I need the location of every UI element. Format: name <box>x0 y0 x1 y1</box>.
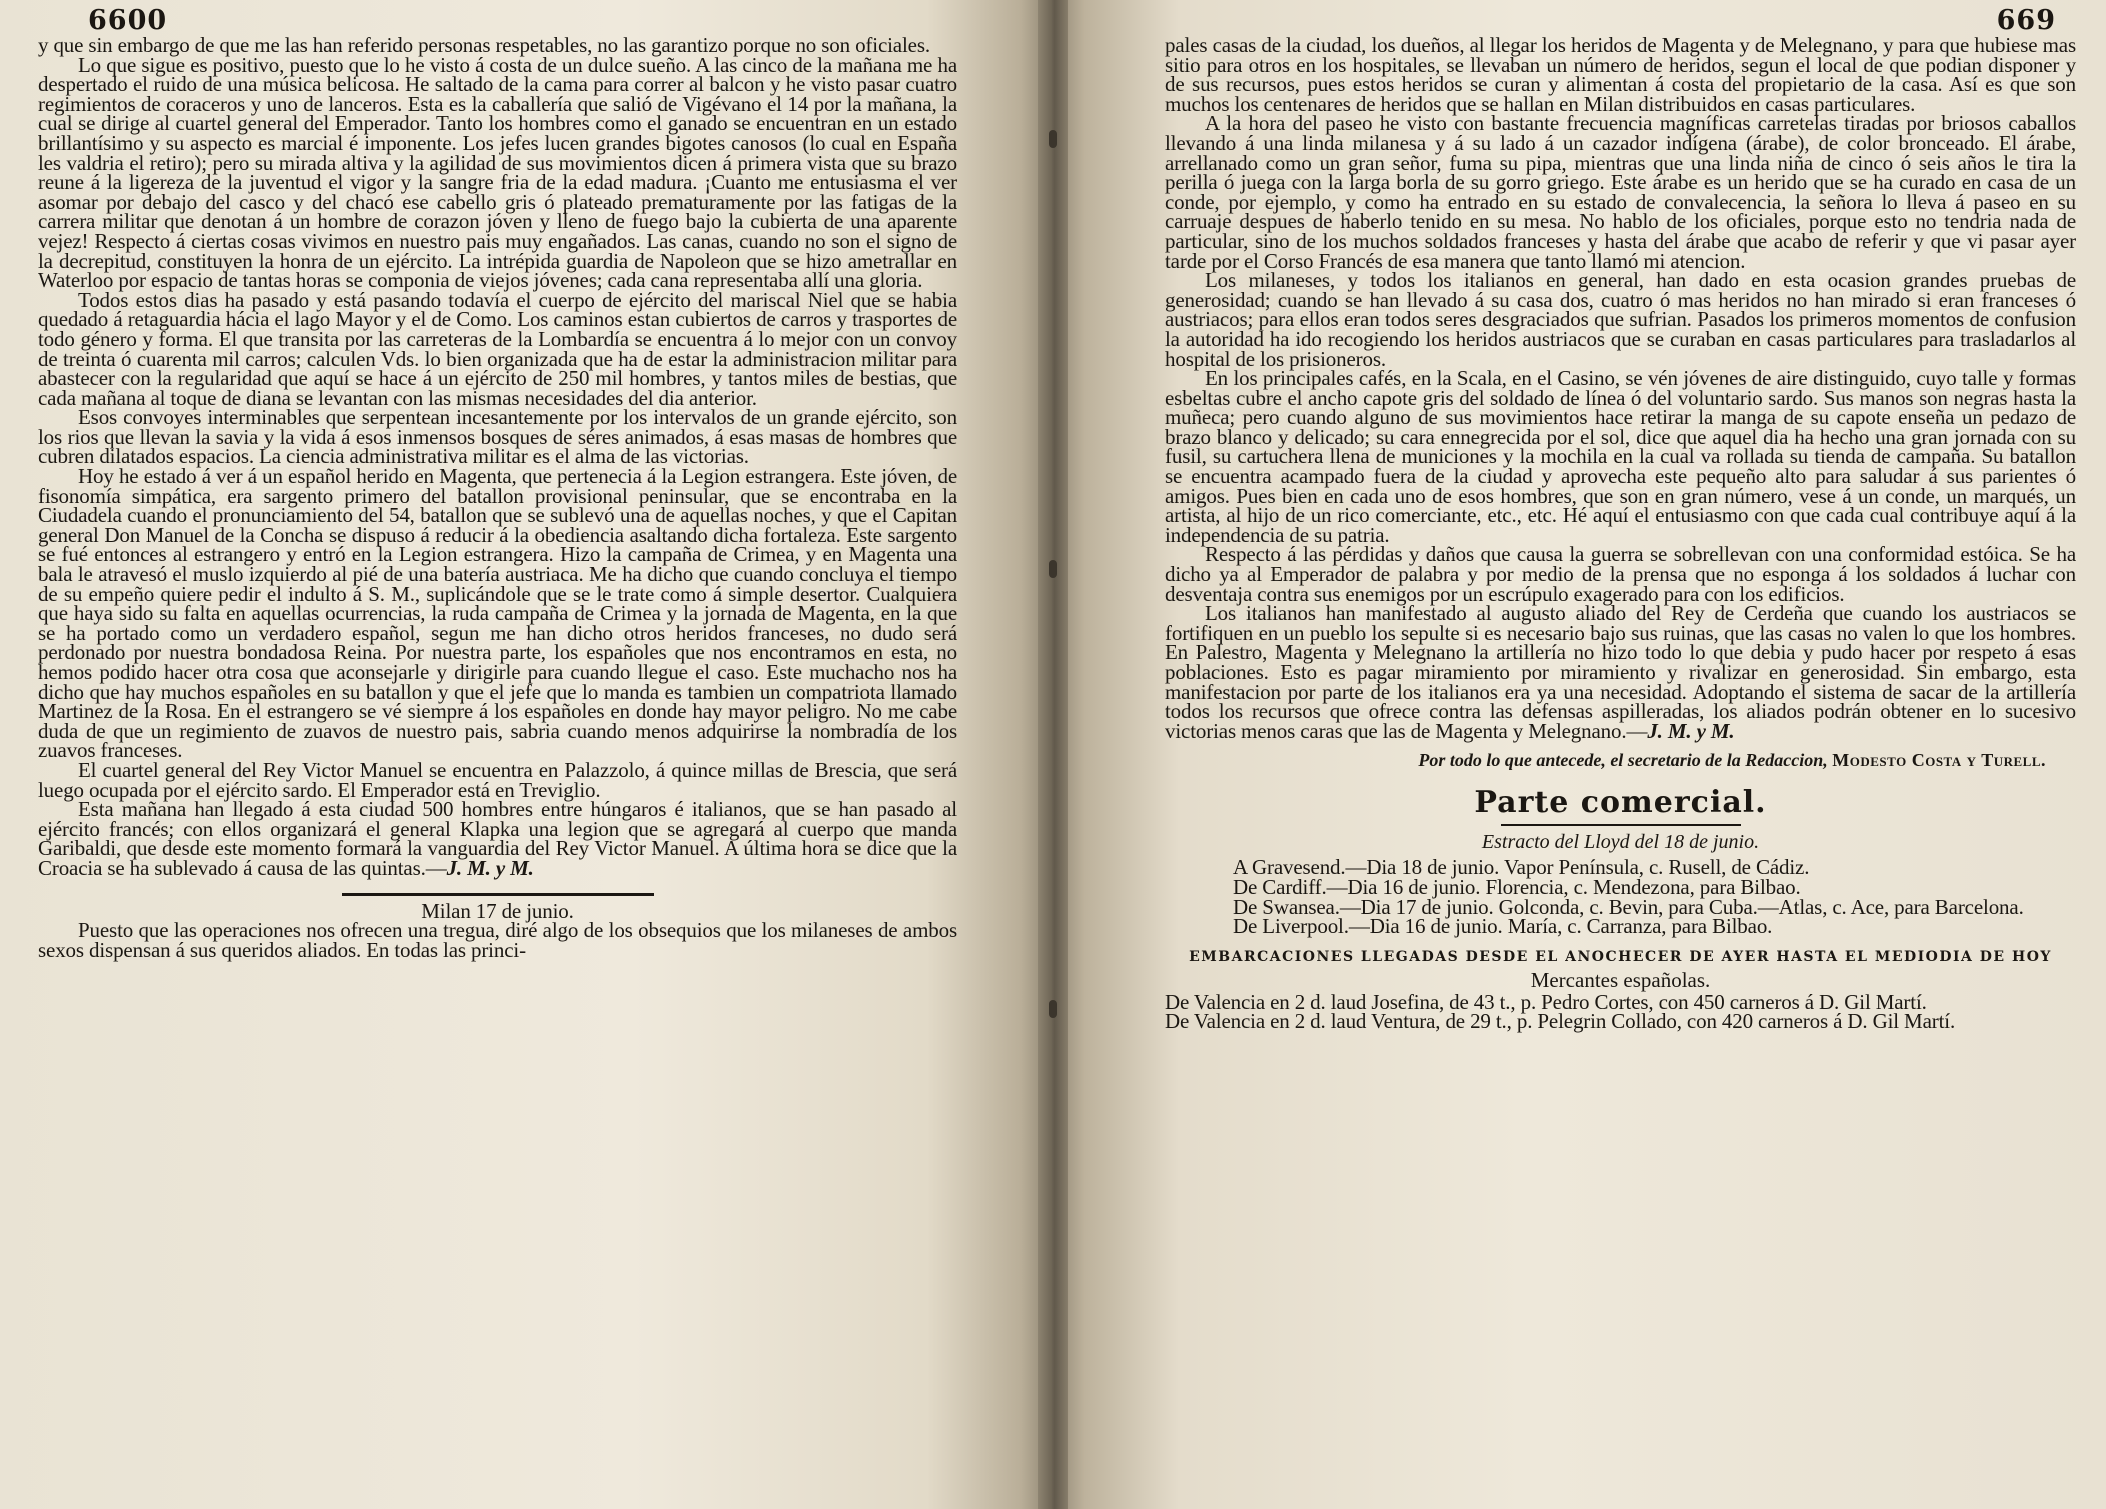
paragraph-with-signature <box>38 797 957 880</box>
paragraph-text: Los italianos han manifestado al augusto aliado del Rey de Cerdeña que cuando los austriacos se fortifiquen en un pueblo los sepulte si es necesario bajo sus ruinas, que las casas no valen lo que los hombres. En Palestro, Magenta y Melegnano la artillería no hizo todo lo que debia y pudo hacer por respeto á esas poblaciones. Esto es pagar miramiento por miramiento y rivalizar en generosidad. Sin embargo, esta manifestacion por parte de los italianos era ya una necesidad. Adoptando el sistema de sacar de la artillería todos los recursos que ofrece contra las defensas aspilleradas, los aliados podrán obtener en lo sucesivo victorias menos caras que las de Magenta y Melegnano.— <box>1165 601 2076 743</box>
paragraph: A la hora del paseo he visto con bastante frecuencia magníficas carretelas tiradas por briosos caballos llevando á una linda milanesa y á su lado á un cazador indígena (árabe), de color bronceado. El árabe, arrellanado como un gran señor, fuma su pipa, mientras que una linda niña de cinco ó seis años le tira la perilla ó juega con la larga borla de su gorro griego. Este árabe es un herido que se ha curado en casa de un conde, por ejemplo, y como ha entrado en su estado de convalecencia, la señora lo lleva á paseo en su carruaje despues de haberlo tenido en su mesa. No hablo de los oficiales, porque esto no tendria nada de particular, sino de los muchos soldados franceses y hasta del árabe que acabo de referir y que vi pasar ayer tarde por el Corso Francés de esa manera que tanto llamó mi atencion. <box>1165 111 2076 273</box>
paragraph: El cuartel general del Rey Victor Manuel se encuentra en Palazzolo, á quince millas de Brescia, que será luego ocupada por el ejército sardo. El Emperador está en Treviglio. <box>38 757 957 802</box>
paragraph-with-signature <box>1165 601 2076 743</box>
right-page <box>1053 0 2106 1509</box>
shipping-entry: De Cardiff.—Dia 16 de junio. Florencia, c. Mendezona, para Bilbao. <box>1233 874 1801 899</box>
binding-hole <box>1049 130 1057 148</box>
title-underline <box>1501 824 1741 826</box>
paragraph-text: Esta mañana han llegado á esta ciudad 500 hombres entre húngaros é italianos, que se han pasado al ejército francés; con ellos organizará el general Klapka una legion que se agregará al cuerpo que manda Garibaldi, que desde este momento formará la vanguardia del Rey Victor Manuel. A última hora se dice que la Croacia se ha sublevado á causa de las quintas.— <box>38 797 957 880</box>
shipping-entry: De Swansea.—Dia 17 de junio. Golconda, c. Bevin, para Cuba.—Atlas, c. Ace, para Barcelona. <box>1233 894 2024 919</box>
paragraph: Puesto que las operaciones nos ofrecen una tregua, diré algo de los obsequios que los milaneses de ambos sexos dispensan á sus queridos aliados. En todas las princi- <box>38 918 957 962</box>
shipping-entry: A Gravesend.—Dia 18 de junio. Vapor Península, c. Rusell, de Cádiz. <box>1233 855 1810 880</box>
paragraph: Hoy he estado á ver á un español herido en Magenta, que pertenecia á la Legion estrangera. Este jóven, de fisonomía simpática, era sargento primero del batallon provisional peninsular, que se encontraba en la Ciudadela cuando el pronunciamiento del 54, batallon que se sublevó una de aquellas noches, y que el Capitan general Don Manuel de la Concha se dispuso á reducir á la obediencia asaltando dicha fortaleza. Este sargento se fué entonces al estrangero y entró en la Legion estrangera. Hizo la campaña de Crimea, y en Magenta una bala le atravesó el muslo izquierdo al pié de una batería austriaca. Me ha dicho que cuando concluya el tiempo de su empeño quiere pedir el indulto á S. M., suplicándole que se le trate como á simple desertor. Cualquiera que haya sido su falta en aquellas ocurrencias, la ruda campaña de Crimea y la jornada de Magenta, en la que se ha portado como un verdadero español, segun me han dicho otros heridos franceses, no dudo será perdonado por nuestra bondadosa Reina. Por nuestra parte, los españoles que nos encontramos en esta, no hemos podido hacer otra cosa que aconsejarle y dirigirle para cuando llegue el caso. Este muchacho nos ha dicho que hay muchos españoles en su batallon y que el jefe que lo manda es tambien un compatriota llamado Martinez de la Rosa. En el estrangero se vé siempre á los españoles en donde hay mayor peligro. No me cabe duda de que un regimiento de zuavos de nuestro pais, sabria cuando menos adquirirse la nombradía de los zuavos franceses. <box>38 464 957 763</box>
credit-text: Por todo lo que antecede, el secretario de la Redaccion, <box>1418 750 1828 771</box>
binding-hole <box>1049 560 1057 578</box>
section-subtitle: Estracto del Lloyd del 18 de junio. <box>1481 831 1760 854</box>
arrivals-heading: EMBARCACIONES LLEGADAS DESDE EL ANOCHECER DE AYER HASTA EL MEDIODIA DE HOY <box>1189 948 2052 965</box>
section-divider <box>342 893 654 896</box>
signature: J. M. y M. <box>446 855 534 880</box>
right-column <box>1165 33 2076 1034</box>
paragraph: Respecto á las pérdidas y daños que causa la guerra se sobrellevan con una conformidad estóica. Se ha dicho ya al Emperador de palabra y por medio de la prensa que no esponga á los soldados á luchar con desventaja contra sus enemigos por un escrúpulo exagerado para con los edificios. <box>1165 542 2076 606</box>
arrival-entry: De Valencia en 2 d. laud Josefina, de 43 t., p. Pedro Cortes, con 450 carneros á D. Gil Martí. <box>1165 989 1927 1014</box>
paragraph: pales casas de la ciudad, los dueños, al llegar los heridos de Magenta y de Melegnano, y para que hubiese mas sitio para otros en los hospitales, se llevaban un número de heridos, segun el local de que podian disponer y de sus recursos, pues estos heridos se curan y alimentan á costa del propietario de la casa. Así es que son muchos los centenares de heridos que se hallan en Milan distribuidos en casas particulares. <box>1165 33 2076 116</box>
paragraph: Esos convoyes interminables que serpentean incesantemente por los intervalos de un grande ejército, son los rios que llevan la savia y la vida á esos inmensos bosques de séres animados, á esas masas de hombres que cubren dilatados espacios. La ciencia administrativa militar es el alma de las victorias. <box>38 405 957 469</box>
paragraph: En los principales cafés, en la Scala, en el Casino, se vén jóvenes de aire distinguido, cuyo talle y formas esbeltas cubre el ancho capote gris del soldado de línea ó del voluntario sardo. Sus manos son negras hasta la muñeca; pero cuando alguno de sus movimientos hace retirar la manga de su capote enseña un pedazo de brazo blanco y delicado; su cara ennegrecida por el sol, dice que aquel dia ha hecho una gran jornada con su fusil, su cartuchera llena de municiones y la mochila en la cual va rollada su tienda de campaña. Su batallon se encuentra acampado fuera de la ciudad y aprovecha este pequeño alto para saludar á sus parientes ó amigos. Pues bien en cada uno de esos hombres, que son en gran número, vese á un conde, un marqués, un artista, al hijo de un rico comerciante, etc., etc. Hé aquí el entusiasmo con que cada cual contribuye aquí á la independencia de su patria. <box>1165 366 2076 547</box>
paragraph: Todos estos dias ha pasado y está pasando todavía el cuerpo de ejército del mariscal Niel que se habia quedado á retaguardia hácia el lago Mayor y el de Como. Los caminos estan cubiertos de carros y trasportes de todo género y forma. El que transita por las carreteras de la Lombardía se encuentra á lo mejor con un convoy de treinta ó cuarenta mil carros; calculen Vds. lo bien organizada que ha de estar la administracion militar para abastecer con la regularidad que aquí se hace á un ejército de 250 mil hombres, y tantos miles de bestias, que cada mañana al toque de diana se levantan con las mismas necesidades del dia anterior. <box>38 287 957 410</box>
left-page-number: 6600 <box>88 5 168 36</box>
book-spine <box>1038 0 1068 1509</box>
paragraph: y que sin embargo de que me las han referido personas respetables, no las garantizo porque no son oficiales. <box>38 33 930 57</box>
left-column <box>38 33 957 962</box>
right-page-number: 669 <box>1996 5 2056 36</box>
dateline: Milan 17 de junio. <box>421 898 574 923</box>
editor-credit <box>1165 749 2076 771</box>
signature: J. M. y M. <box>1647 718 1735 743</box>
arrival-entry: De Valencia en 2 d. laud Ventura, de 29 t., p. Pelegrin Collado, con 420 carneros á D. Gil Martí. <box>1165 1009 1956 1034</box>
credit-name: Modesto Costa y Turell. <box>1832 750 2046 771</box>
section-title: Parte comercial. <box>1474 785 1767 821</box>
arrivals-subheading: Mercantes españolas. <box>1530 967 1711 992</box>
paragraph: Lo que sigue es positivo, puesto que lo he visto á costa de un dulce sueño. A las cinco de la mañana me ha despertado el ruido de una música belicosa. He saltado de la cama para correr al balcon y he visto pasar cuatro regimientos de coraceros y uno de lanceros. Esta es la caballería que salió de Vigévano el 14 por la mañana, la cual se dirige al cuartel general del Emperador. Tanto los hombres como el ganado se encuentran en un estado brillantísimo y su aspecto es marcial é imponente. Los jefes lucen grandes bigotes canosos (lo cual en España les valdria el retiro); pero su mirada altiva y la agilidad de sus movimientos dicen á primera vista que su brazo reune á la ligereza de la juventud el vigor y la sangre fria de la edad madura. ¡Cuanto me entusiasma el ver asomar por debajo del casco y del chacó ese cabello gris ó plateado prematuramente por las fatigas de la carrera militar que denotan á un hombre de corazon jóven y lleno de fuego bajo la cubierta de una aparente vejez! Respecto á ciertas cosas vivimos en nuestro pais muy engañados. Las canas, cuando no son el signo de la decrepitud, constituyen la honra de un ejército. La intrépida guardia de Napoleon que se hizo ametrallar en Waterloo por espacio de tantas horas se componia de viejos jóvenes; cada cana representaba allí una gloria. <box>38 52 957 293</box>
binding-hole <box>1049 1000 1057 1018</box>
shipping-entry: De Liverpool.—Dia 16 de junio. María, c. Carranza, para Bilbao. <box>1233 914 1773 939</box>
paragraph: Los milaneses, y todos los italianos en general, han dado en esta ocasion grandes pruebas de generosidad; cuando se han llevado á su casa dos, cuatro ó mas heridos no han mirado si eran franceses ó austriacos; para ellos eran todos seres desgraciados que sufrian. Pasados los primeros momentos de confusion la autoridad ha ido recogiendo los heridos austriacos que se curaban en casas particulares para trasladarlos al hospital de los prisioneros. <box>1165 268 2076 371</box>
